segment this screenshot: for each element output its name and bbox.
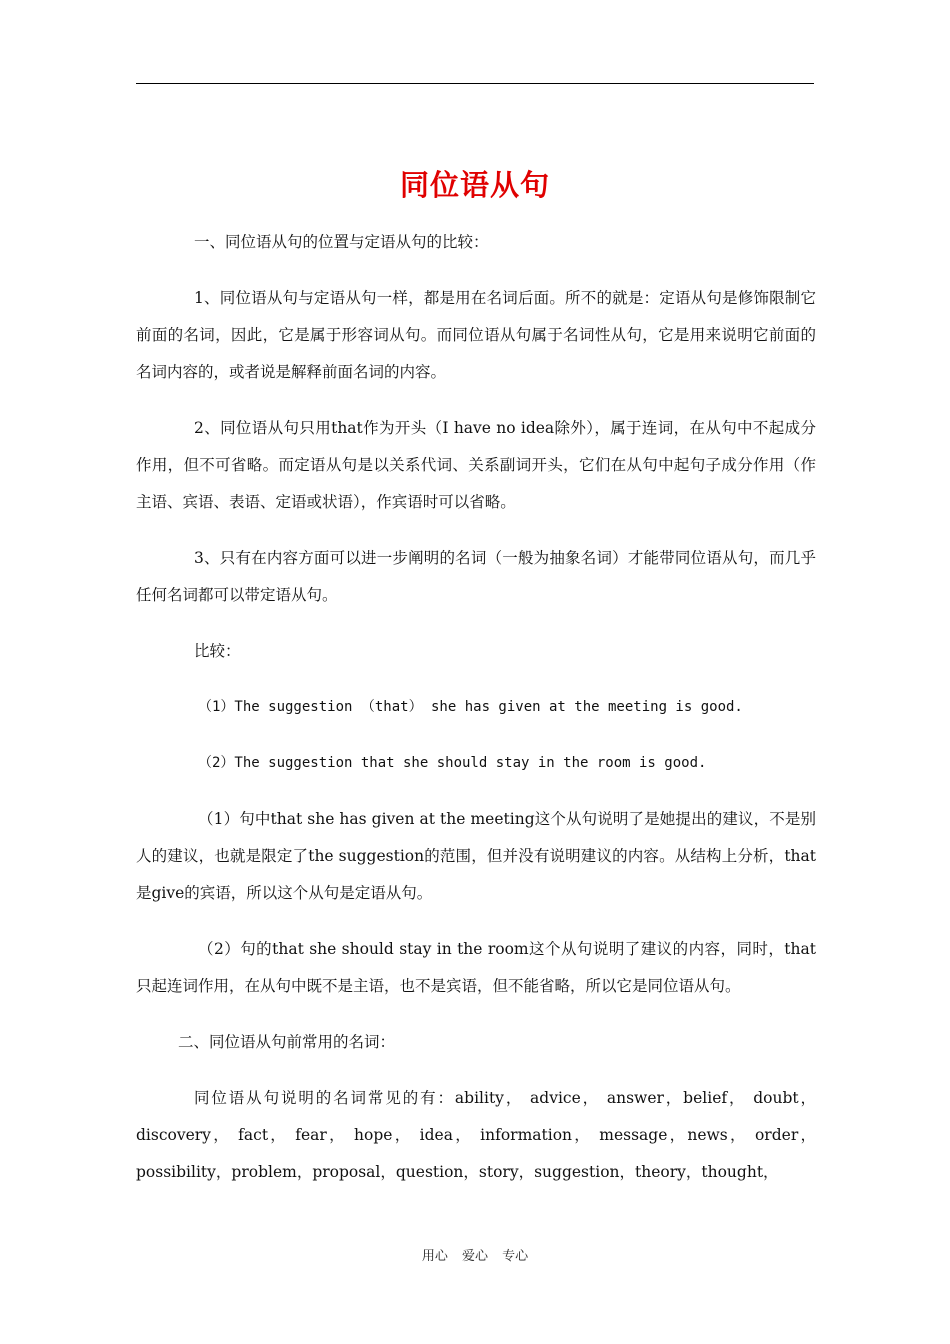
- page-title: 同位语从句: [399, 168, 550, 203]
- paragraph-5: （2）句的that she should stay in the room这个从句说明了建议的内容，同时，that只起连词作用，在从句中既不是主语，也不是宾语，但不能省略，所以它是同位语从句。: [136, 940, 816, 995]
- section-heading-2: 二、同位语从句前常用的名词：: [178, 1033, 396, 1051]
- example-sentence-1: （1）The suggestion （that） she has given at the meeting is good.: [198, 699, 743, 715]
- example-sentence-2: （2）The suggestion that she should stay in the room is good.: [198, 755, 707, 771]
- header-rule: [136, 83, 814, 84]
- paragraph-2: 2、同位语从句只用that作为开头（I have no idea除外），属于连词，在从句中不起成分作用，但不可省略。而定语从句是以关系代词、关系副词开头，它们在从句中起句子成分作用（作主语、宾语、表语、定语或状语），作宾语时可以省略。: [136, 419, 816, 511]
- paragraph-1: 1、同位语从句与定语从句一样，都是用在名词后面。所不的就是：定语从句是修饰限制它前面的名词，因此，它是属于形容词从句。而同位语从句属于名词性从句，它是用来说明它前面的名词内容的，或者说是解释前面名词的内容。: [136, 289, 816, 381]
- paragraph-4: （1）句中that she has given at the meeting这个从句说明了是她提出的建议，不是别人的建议，也就是限定了the suggestion的范围，但并没有说明建议的内容。从结构上分析，that是give的宾语，所以这个从句是定语从句。: [136, 810, 816, 902]
- paragraph-6: 同位语从句说明的名词常见的有：ability， advice， answer，belief， doubt，discovery， fact， fear， hope， idea， information， message，news， order，possibility，problem，proposal，question，story，suggestion，theory，thought，: [136, 1089, 816, 1181]
- paragraph-3: 3、只有在内容方面可以进一步阐明的名词（一般为抽象名词）才能带同位语从句，而几乎任何名词都可以带定语从句。: [136, 549, 816, 604]
- document-body: [136, 224, 816, 1210]
- page-footer: 用心 爱心 专心: [421, 1249, 529, 1264]
- section-heading-1: 一、同位语从句的位置与定语从句的比较：: [194, 233, 489, 251]
- compare-label: 比较：: [194, 642, 241, 660]
